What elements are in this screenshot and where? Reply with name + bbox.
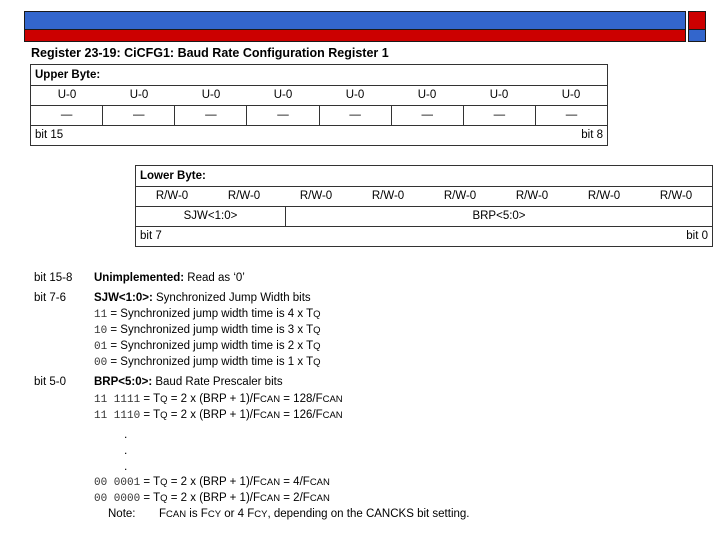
code-value: 01 — [94, 341, 108, 353]
lower-access-cell: R/W-0 — [227, 190, 261, 202]
sjw-line — [94, 308, 321, 321]
upper-bit-left: bit 15 — [35, 129, 64, 141]
upper-access-cell: U-0 — [345, 89, 365, 101]
upper-field-cell: — — [31, 106, 103, 125]
small-caps: CAN — [260, 394, 281, 405]
ellipsis-dot: . — [124, 459, 128, 473]
note-label: Note: — [108, 508, 136, 520]
field-name: BRP<5:0>: — [94, 376, 153, 388]
small-caps: Q — [160, 493, 168, 504]
small-caps: Q — [313, 309, 321, 320]
upper-access-cell: U-0 — [561, 89, 581, 101]
brp-line — [94, 476, 330, 489]
small-caps: CAN — [260, 410, 281, 421]
lower-access-cell: R/W-0 — [299, 190, 333, 202]
line-text: = 2 x (BRP + 1)/F — [167, 409, 261, 421]
line-text: = T — [140, 476, 161, 488]
desc-brp-title — [94, 376, 283, 388]
desc-unimplemented — [94, 272, 245, 284]
desc-sjw-title — [94, 292, 311, 304]
line-text: = T — [140, 492, 161, 504]
code-value: 00 — [94, 357, 108, 369]
ellipsis-dot: . — [124, 427, 128, 441]
bit-label-15-8: bit 15-8 — [34, 272, 73, 284]
small-caps: Q — [160, 477, 168, 488]
ellipsis-dot: . — [124, 443, 128, 457]
lower-access-row — [136, 187, 712, 207]
upper-byte-header: Upper Byte: — [31, 65, 607, 86]
lower-access-cell: R/W-0 — [155, 190, 189, 202]
small-caps: CY — [254, 509, 268, 520]
code-value: 11 1110 — [94, 410, 141, 422]
line-text: = T — [140, 393, 161, 405]
sjw-line — [94, 324, 321, 337]
line-text: = Synchronized jump width time is 1 x T — [107, 356, 314, 368]
upper-byte-table — [30, 64, 608, 146]
lower-bit-right: bit 0 — [686, 230, 708, 242]
small-caps: CAN — [309, 493, 330, 504]
sjw-field-cell: SJW<1:0> — [136, 207, 286, 226]
bit-label-5-0: bit 5-0 — [34, 376, 66, 388]
header-banner — [24, 11, 706, 42]
lower-access-cell: R/W-0 — [587, 190, 621, 202]
line-text: = 2/F — [280, 492, 310, 504]
code-value: 00 0000 — [94, 493, 141, 505]
banner-red-bar — [24, 30, 686, 42]
line-text: = 4/F — [280, 476, 310, 488]
small-caps: Q — [313, 325, 321, 336]
field-name: SJW<1:0>: — [94, 292, 153, 304]
line-text: = 2 x (BRP + 1)/F — [167, 476, 261, 488]
small-caps: Q — [160, 394, 168, 405]
small-caps: CAN — [322, 394, 343, 405]
register-title: Register 23-19: CiCFG1: Baud Rate Configuration Register 1 — [31, 46, 389, 60]
brp-line — [94, 492, 330, 505]
line-text: = 2 x (BRP + 1)/F — [167, 393, 261, 405]
lower-access-cell: R/W-0 — [515, 190, 549, 202]
upper-access-cell: U-0 — [417, 89, 437, 101]
upper-field-cell: — — [103, 106, 175, 125]
lower-bit-left: bit 7 — [140, 230, 162, 242]
note-part: or 4 F — [221, 508, 255, 520]
lower-fields-row — [136, 207, 712, 227]
small-caps: Q — [313, 341, 321, 352]
line-text: = Synchronized jump width time is 4 x T — [107, 308, 314, 320]
lower-access-cell: R/W-0 — [443, 190, 477, 202]
upper-access-row — [31, 86, 607, 106]
code-value: 10 — [94, 325, 108, 337]
code-value: 11 — [94, 309, 108, 321]
small-caps: CY — [207, 509, 222, 520]
upper-field-cell: — — [320, 106, 392, 125]
lower-access-cell: R/W-0 — [659, 190, 693, 202]
small-caps: Q — [313, 357, 321, 368]
small-caps: CAN — [260, 493, 281, 504]
upper-bit-right: bit 8 — [581, 129, 603, 141]
lower-access-cell: R/W-0 — [371, 190, 405, 202]
small-caps: Q — [160, 410, 168, 421]
line-text: = 126/F — [280, 409, 323, 421]
line-text: = T — [140, 409, 161, 421]
upper-bits-row — [31, 126, 607, 145]
note-part: is F — [186, 508, 208, 520]
upper-field-cell: — — [565, 109, 578, 121]
small-caps: CAN — [322, 410, 343, 421]
upper-access-cell: U-0 — [57, 89, 77, 101]
code-value: 00 0001 — [94, 477, 141, 489]
upper-access-cell: U-0 — [129, 89, 149, 101]
field-name: Unimplemented: — [94, 272, 185, 284]
lower-byte-table — [135, 165, 713, 247]
note-part: F — [159, 508, 167, 520]
line-text: = Synchronized jump width time is 2 x T — [107, 340, 314, 352]
brp-field-cell: BRP<5:0> — [472, 210, 526, 222]
field-text: Read as ‘0’ — [184, 272, 245, 284]
upper-fields-row — [31, 106, 607, 126]
upper-field-cell: — — [464, 106, 536, 125]
small-caps: CAN — [260, 477, 281, 488]
sjw-line — [94, 356, 321, 369]
brp-line — [94, 393, 343, 406]
sjw-line — [94, 340, 321, 353]
lower-byte-header: Lower Byte: — [136, 166, 712, 187]
small-caps: CAN — [166, 509, 187, 520]
code-value: 11 1111 — [94, 394, 141, 406]
line-text: = 128/F — [280, 393, 323, 405]
bit-label-7-6: bit 7-6 — [34, 292, 66, 304]
banner-blue-square — [688, 30, 706, 42]
note-part: , depending on the CANCKS bit setting. — [267, 508, 470, 520]
upper-field-cell: — — [247, 106, 319, 125]
note-text — [159, 508, 469, 520]
field-text: Baud Rate Prescaler bits — [152, 376, 283, 388]
line-text: = 2 x (BRP + 1)/F — [167, 492, 261, 504]
lower-bits-row — [136, 227, 712, 246]
upper-field-cell: — — [392, 106, 464, 125]
banner-red-square — [688, 11, 706, 30]
upper-field-cell: — — [175, 106, 247, 125]
field-text: Synchronized Jump Width bits — [152, 292, 311, 304]
upper-access-cell: U-0 — [201, 89, 221, 101]
upper-access-cell: U-0 — [489, 89, 509, 101]
banner-blue-bar — [24, 11, 686, 30]
brp-line — [94, 409, 343, 422]
line-text: = Synchronized jump width time is 3 x T — [107, 324, 314, 336]
small-caps: CAN — [309, 477, 330, 488]
upper-access-cell: U-0 — [273, 89, 293, 101]
